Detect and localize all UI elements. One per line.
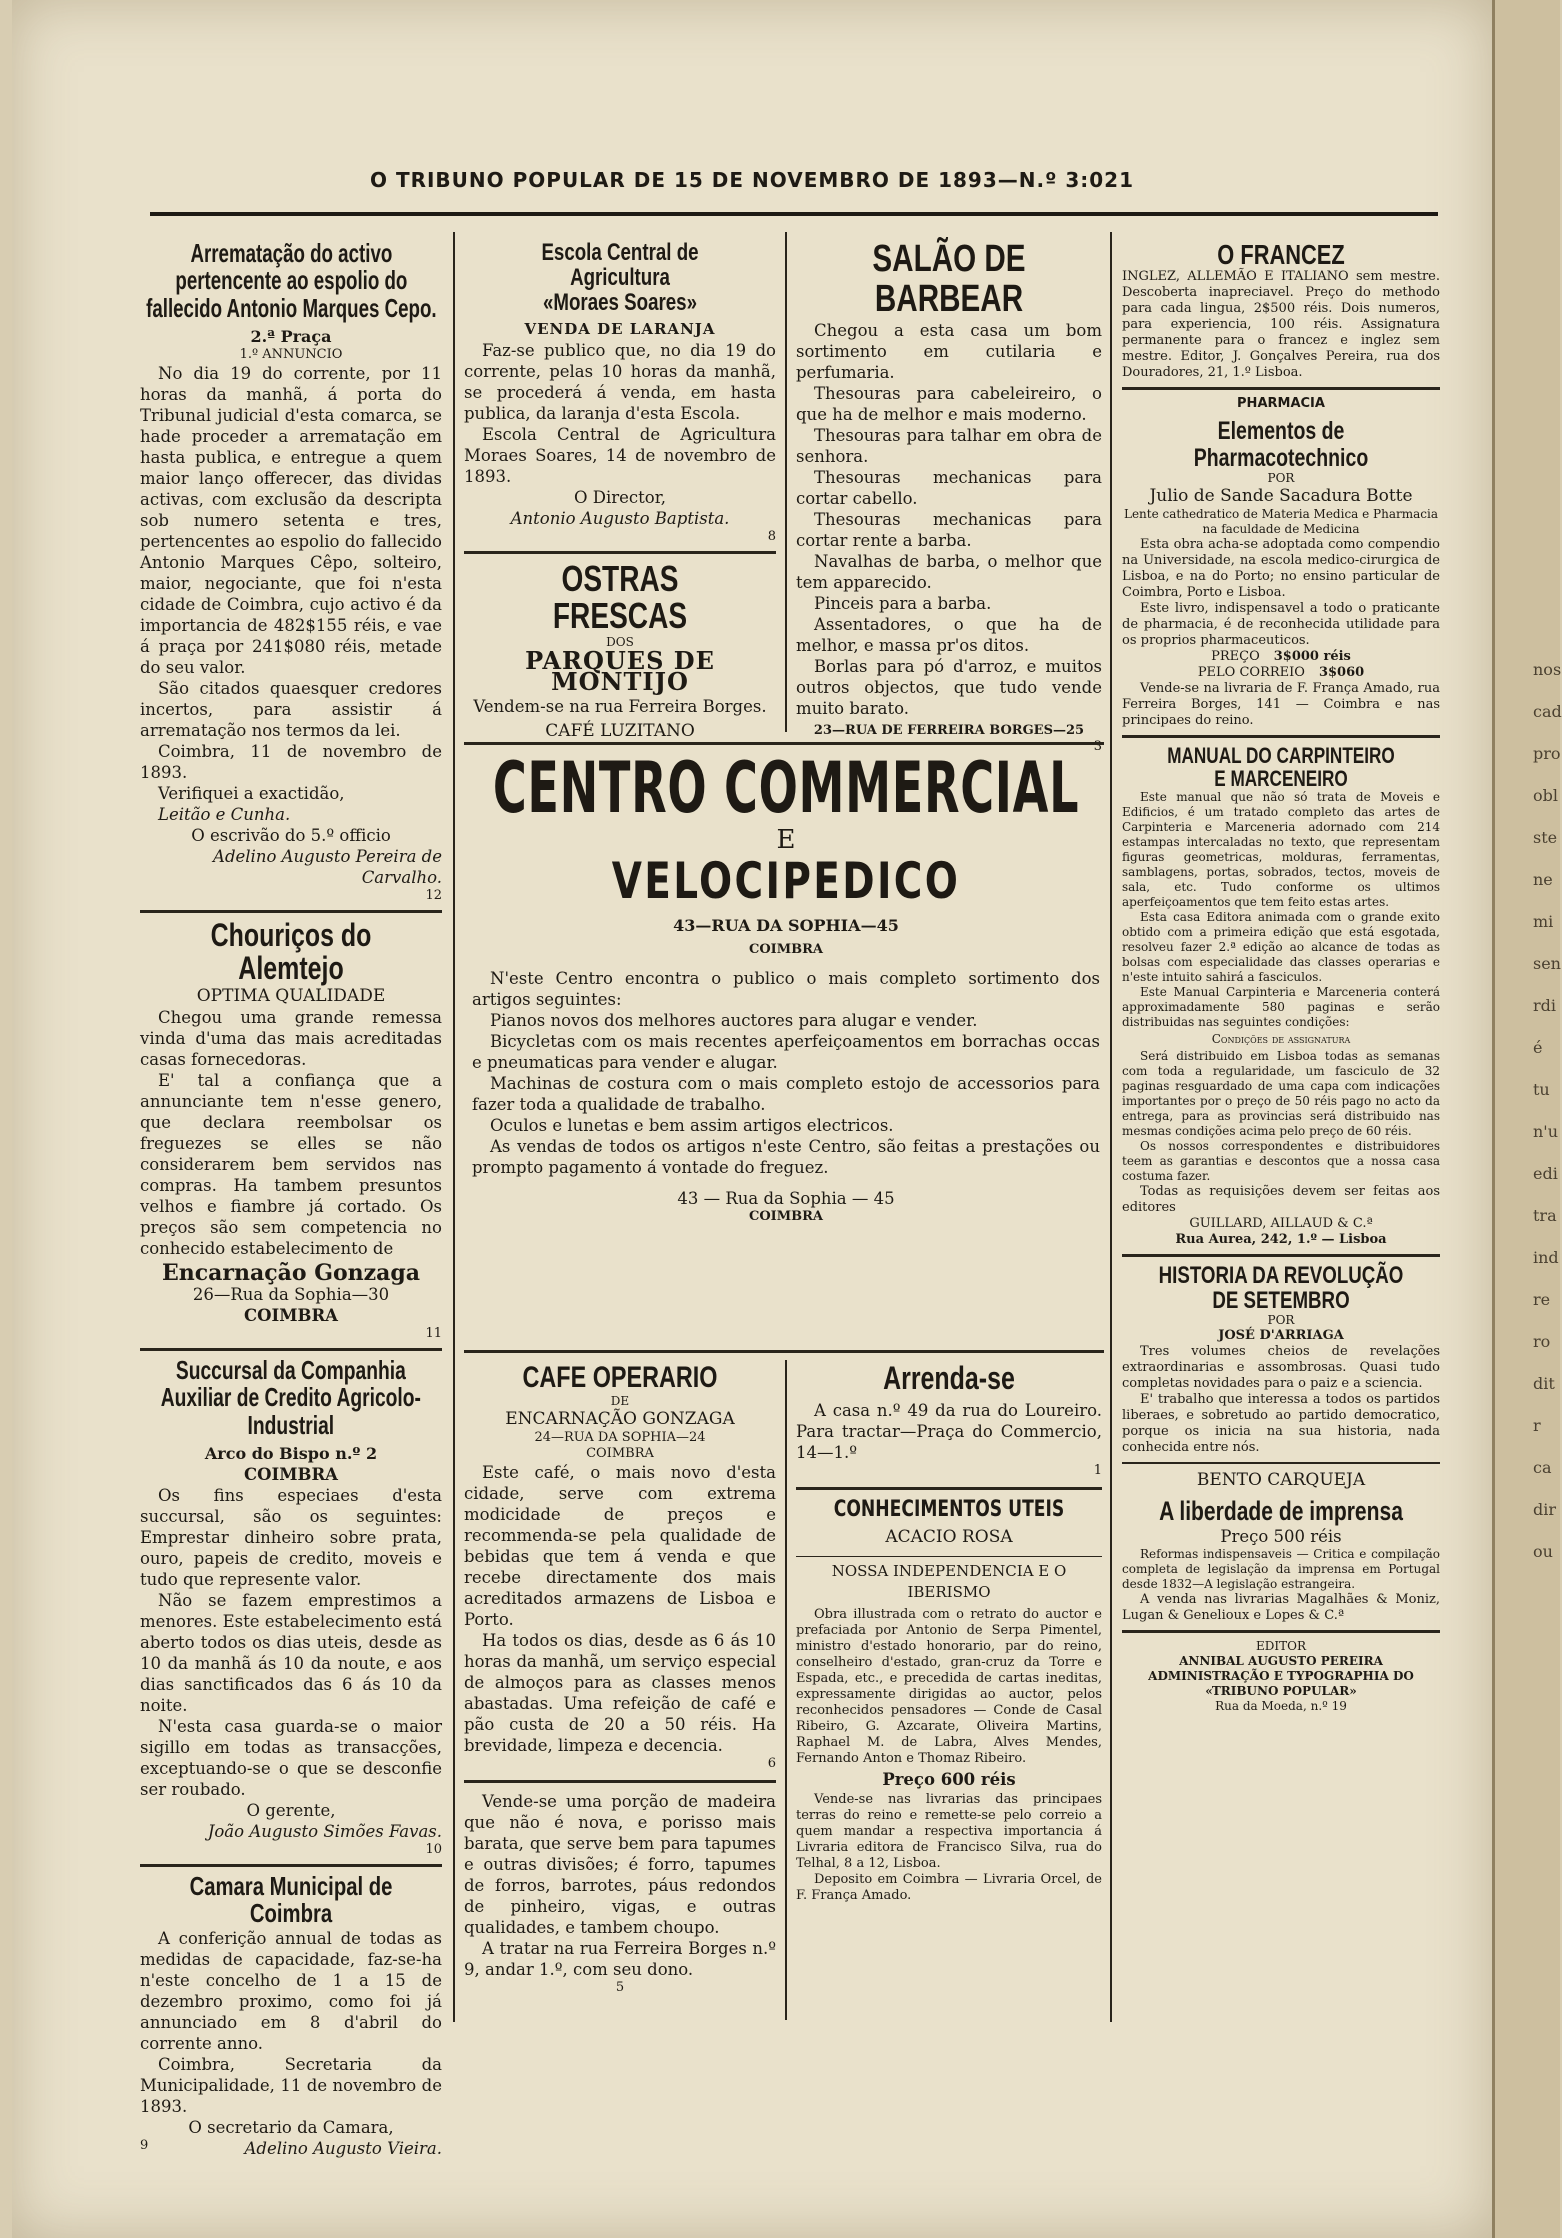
footer-editor: ANNIBAL AUGUSTO PEREIRA bbox=[1179, 1653, 1383, 1668]
liberdade-author: BENTO CARQUEJA bbox=[1196, 1470, 1366, 1491]
ostras-cafe: CAFÉ LUZITANO bbox=[545, 721, 695, 742]
camara-ad bbox=[140, 1870, 442, 2159]
edge-fragment: tu bbox=[1533, 1080, 1550, 1099]
cafe-ad bbox=[464, 1362, 776, 1996]
rule bbox=[1122, 735, 1440, 738]
centro-city2: COIMBRA bbox=[748, 1209, 824, 1224]
edge-fragment: ind bbox=[1533, 1248, 1559, 1267]
centro-e: E bbox=[776, 824, 796, 855]
conhecimentos-price: Preço 600 réis bbox=[882, 1769, 1016, 1789]
pharmacia-author-desc: Lente cathedratico de Materia Medica e Pharmacia na faculdade de Medicina bbox=[1123, 506, 1438, 536]
centro-lines bbox=[472, 1010, 1100, 1178]
salao-num: 3 bbox=[1093, 738, 1102, 754]
madeira-body2: A tratar na rua Ferreira Borges n.º 9, andar 1.º, com seu dono. bbox=[464, 1938, 776, 1979]
edge-fragment: sen bbox=[1533, 954, 1561, 973]
centro-top-rule bbox=[464, 742, 1104, 745]
edge-fragment: pro bbox=[1533, 744, 1561, 763]
pharmacia-price1: 3$000 réis bbox=[1273, 648, 1351, 664]
historia-author: JOSÉ D'ARRIAGA bbox=[1218, 1328, 1344, 1344]
edge-fragment: tra bbox=[1533, 1206, 1557, 1225]
arrematacao-escrivao: O escrivão do 5.º officio bbox=[191, 825, 391, 845]
liberdade-title: A liberdade de imprensa bbox=[1159, 1496, 1403, 1527]
manual-body5: Os nossos correspondentes e distribuidores teem as garantias e descontos que a nossa casa costuma fazer. bbox=[1122, 1139, 1440, 1184]
pharmacia-price1-label: PREÇO bbox=[1211, 648, 1260, 664]
salao-title: SALÃO DE BARBEAR bbox=[872, 238, 1026, 320]
column-rule-3 bbox=[1110, 232, 1112, 2022]
column-3-bottom bbox=[796, 1362, 1102, 1904]
conhecimentos-body2: Vende-se nas livrarias das principaes terras do reino e remette-se pelo correio a quem mandar a respectiva importancia á Livraria editora de Francisco Silva, rua do Telhal, 8 a 12, Lisboa. bbox=[796, 1791, 1102, 1871]
column-2-top bbox=[464, 240, 776, 742]
succursal-num: 10 bbox=[425, 1841, 442, 1857]
edge-fragment: ne bbox=[1533, 870, 1553, 889]
escola-title2: «Moraes Soares» bbox=[542, 289, 698, 317]
madeira-num: 5 bbox=[615, 1979, 625, 1995]
cafe-de: DE bbox=[610, 1393, 630, 1408]
arrematacao-body: No dia 19 do corrente, por 11 horas da manhã, á porta do Tribunal judicial d'esta comarca, se hade proceder a arrematação em hasta publica, e entregue a quem maior lanço offerecer, das dividas activas, com exclusão da descripta sob numero setenta e tres, pertencentes ao espolio do fallecido Antonio Marques Cêpo, solteiro, maior, negociante, que foi n'esta cidade de Coimbra, cujo activo é da importancia de 482$155 réis, e vae á praça por 241$080 réis, metade do seu valor. bbox=[140, 363, 442, 677]
chouricos-shop: Encarnação Gonzaga bbox=[161, 1260, 421, 1287]
salao-line: Pinceis para a barba. bbox=[814, 593, 992, 613]
succursal-body3: N'esta casa guarda-se o maior sigillo em todas as transacções, exceptuando-se o que se desconfie ser roubado. bbox=[140, 1716, 442, 1799]
centro-title2: VELOCIPEDICO bbox=[611, 851, 961, 910]
succursal-sign: João Augusto Simões Favas. bbox=[207, 1821, 442, 1841]
liberdade-price: Preço 500 réis bbox=[1220, 1526, 1342, 1546]
centro-title: CENTRO COMMERCIAL bbox=[492, 747, 1080, 829]
chouricos-body: Chegou uma grande remessa vinda d'uma das mais acreditadas casas fornecedoras. bbox=[140, 1008, 442, 1070]
pharmacia-ad bbox=[1122, 396, 1440, 729]
edge-fragment: re bbox=[1533, 1290, 1551, 1309]
top-rule bbox=[150, 212, 1438, 216]
rule bbox=[464, 551, 776, 554]
conhecimentos-body3: Deposito em Coimbra — Livraria Orcel, de F. França Amado. bbox=[796, 1871, 1102, 1903]
edge-fragment: rdi bbox=[1533, 996, 1557, 1015]
succursal-body: Os fins especiaes d'esta succursal, são os seguintes: Emprestar dinheiro sobre prata, ouro, papeis de credito, moveis e tudo que represente valor. bbox=[140, 1485, 442, 1589]
conhecimentos-ad bbox=[796, 1498, 1102, 1904]
chouricos-num: 11 bbox=[425, 1326, 442, 1342]
arrematacao-title: Arrematação do activo pertencente ao espolio do fallecido Antonio Marques Cepo. bbox=[145, 238, 437, 323]
pharmacia-price-row bbox=[1122, 649, 1440, 665]
arrematacao-num: 12 bbox=[425, 887, 442, 903]
salao-line: Navalhas de barba, o melhor que tem apparecido. bbox=[796, 551, 1102, 592]
francez-title: O FRANCEZ bbox=[1217, 239, 1345, 270]
ostras-title: OSTRAS FRESCAS bbox=[552, 557, 688, 637]
arrematacao-sign: Adelino Augusto Pereira de Carvalho. bbox=[213, 846, 442, 887]
newspaper-page bbox=[12, 0, 1492, 2238]
cafe-body2: Ha todos os dias, desde as 6 ás 10 horas da manhã, um serviço especial de almoços para as classes menos abastadas. Uma refeição de café e pão custa de 20 a 50 réis. Ha brevidade, limpeza e decencia. bbox=[464, 1630, 776, 1755]
escola-num: 8 bbox=[767, 528, 776, 544]
succursal-addr: Arco do Bispo n.º 2 bbox=[204, 1443, 378, 1463]
manual-body2: Esta casa Editora animada com o grande exito obtido com a primeira edição que está esgotada, resolveu fazer 2.ª edição ao alcance de todas as bolsas com especialidade das classes operarias e n'este intuito sahirá a fasciculos. bbox=[1122, 910, 1440, 985]
rule bbox=[464, 1780, 776, 1783]
francez-ad bbox=[1122, 240, 1440, 381]
camara-title: Camara Municipal de Coimbra bbox=[189, 1870, 393, 1929]
manual-body3: Este Manual Carpinteria e Marceneria conterá approximadamente 580 paginas e serão distribuidas nas seguintes condições: bbox=[1122, 985, 1440, 1030]
cafe-city: COIMBRA bbox=[586, 1445, 654, 1461]
escola-sign: Antonio Augusto Baptista. bbox=[510, 508, 730, 528]
manual-body4: Será distribuido em Lisboa todas as semanas com toda a regularidade, um fasciculo de 32 paginas resguardado de uma capa com indicações importantes por o preço de 50 réis pago no acto da entrega, para as provincias será distribuido nas mesmas condições acima pelo preço de 60 réis. bbox=[1122, 1049, 1440, 1139]
edge-fragment: dit bbox=[1533, 1374, 1555, 1393]
rule bbox=[140, 1864, 442, 1867]
pharmacia-price2-label: PELO CORREIO bbox=[1197, 664, 1305, 680]
pharmacia-title: Elementos de Pharmacotechnico bbox=[1193, 417, 1369, 472]
pharmacia-price2: 3$060 bbox=[1318, 664, 1365, 680]
centro-line: Pianos novos dos melhores auctores para alugar e vender. bbox=[490, 1011, 978, 1030]
madeira-body: Vende-se uma porção de madeira que não é nova, e porisso mais barata, que serve bem para tapumes e outras divisões; é forro, tapumes de forros, barrotes, páus redondos de pinheiro, vigas, e outras qualidades, e tambem choupo. bbox=[464, 1791, 776, 1937]
column-rule-1 bbox=[453, 232, 455, 2022]
chouricos-street: 26—Rua da Sophia—30 bbox=[192, 1285, 390, 1305]
conhecimentos-author: ACACIO ROSA bbox=[885, 1526, 1013, 1547]
manual-ad bbox=[1122, 744, 1440, 1248]
column-1 bbox=[140, 240, 442, 2159]
column-rule-2-bottom bbox=[785, 1360, 787, 2020]
manual-addr: Rua Aurea, 242, 1.º — Lisboa bbox=[1175, 1232, 1387, 1248]
arrematacao-date: Coimbra, 11 de novembro de 1893. bbox=[140, 741, 442, 782]
column-rule-2-top bbox=[785, 232, 787, 732]
edge-fragment: obl bbox=[1533, 786, 1558, 805]
edge-fragment: edi bbox=[1533, 1164, 1558, 1183]
cafe-owner: ENCARNAÇÃO GONZAGA bbox=[505, 1408, 735, 1429]
rule bbox=[1122, 387, 1440, 390]
column-3-top bbox=[796, 240, 1102, 755]
historia-title2: DE SETEMBRO bbox=[1212, 1287, 1350, 1315]
manual-body6: Todas as requisições devem ser feitas aos editores bbox=[1122, 1184, 1440, 1216]
pharmacia-price-row-2 bbox=[1122, 665, 1440, 681]
salao-line: Borlas para pó d'arroz, e muitos outros objectos, que tudo vende muito barato. bbox=[796, 656, 1102, 718]
centro-ad bbox=[472, 747, 1100, 1225]
liberdade-ad bbox=[1122, 1470, 1440, 1623]
pharmacia-body2: Este livro, indispensavel a todo o praticante de pharmacia, é de reconhecida utilidade para os proprios pharmaceuticos. bbox=[1122, 600, 1440, 648]
centro-addr2: 43 — Rua da Sophia — 45 bbox=[677, 1189, 895, 1208]
footer bbox=[1122, 1639, 1440, 1714]
salao-lines bbox=[796, 320, 1102, 719]
succursal-title: Succursal da Companhia Auxiliar de Credito Agricolo-Industrial bbox=[160, 1355, 422, 1440]
manual-title1: MANUAL DO CARPINTEIRO bbox=[1167, 742, 1395, 768]
running-head: O TRIBUNO POPULAR DE 15 DE NOVEMBRO DE 1893—N.º 3:021 bbox=[369, 168, 1134, 192]
arrematacao-annuncio: 1.º ANNUNCIO bbox=[239, 346, 343, 362]
ostras-dos: DOS bbox=[606, 635, 634, 650]
escola-ad bbox=[464, 240, 776, 545]
edge-fragment: r bbox=[1533, 1416, 1541, 1435]
escola-director: O Director, bbox=[573, 487, 667, 507]
chouricos-sub: OPTIMA QUALIDADE bbox=[196, 986, 386, 1007]
conhecimentos-title: CONHECIMENTOS UTEIS bbox=[833, 1496, 1065, 1522]
salao-line: Thesouras mechanicas para cortar rente a barba. bbox=[796, 509, 1102, 550]
centro-bottom-rule bbox=[464, 1350, 1104, 1353]
cafe-title: CAFE OPERARIO bbox=[522, 1361, 718, 1394]
manual-body: Este manual que não só trata de Moveis e Edificios, é um tratado completo das artes de Carpinteria e Marceneria adornado com 214 estampas intercaladas no texto, que representam figuras geometricas, molduras, ferramentas, samblagens, portas, sobrados, tectos, moveis de sala, etc. Tudo conforme os ultimos aperfeiçoamentos que tem feito estas artes. bbox=[1122, 790, 1440, 910]
centro-line: Oculos e lunetas e bem assim artigos electricos. bbox=[490, 1116, 894, 1135]
manual-cond: Condições de assignatura bbox=[1211, 1032, 1351, 1047]
escola-body: Faz-se publico que, no dia 19 do corrente, pelas 10 horas da manhã, se procederá á venda, em hasta publica, da laranja d'esta Escola. bbox=[464, 340, 776, 423]
footer-addr: Rua da Moeda, n.º 19 bbox=[1215, 1698, 1347, 1713]
edge-fragment: ou bbox=[1533, 1542, 1553, 1561]
ostras-body: Vendem-se na rua Ferreira Borges. bbox=[473, 697, 767, 717]
centro-city: COIMBRA bbox=[748, 942, 824, 957]
pharmacia-por: POR bbox=[1267, 470, 1295, 485]
manual-editors: GUILLARD, AILLAUD & C.ª bbox=[1189, 1216, 1373, 1232]
historia-title1: HISTORIA DA REVOLUÇÃO bbox=[1158, 1262, 1404, 1290]
conhecimentos-subtitle: NOSSA INDEPENDENCIA E O IBERISMO bbox=[796, 1556, 1102, 1603]
camara-sign: Adelino Augusto Vieira. bbox=[244, 2138, 442, 2158]
rule bbox=[796, 1487, 1102, 1490]
escola-sub: VENDA DE LARANJA bbox=[524, 319, 716, 338]
historia-por: POR bbox=[1267, 1313, 1295, 1328]
ostras-ad bbox=[464, 557, 776, 743]
footer-editor-label: EDITOR bbox=[1256, 1638, 1306, 1653]
pharmacia-body: Esta obra acha-se adoptada como compendio na Universidade, na escola medico-cirurgica de Lisboa, e na do Porto; no ensino particular de Coimbra, Porto e Lisboa. bbox=[1122, 536, 1440, 600]
rule bbox=[1122, 1462, 1440, 1464]
historia-ad bbox=[1122, 1263, 1440, 1456]
centro-addr: 43—RUA DA SOPHIA—45 bbox=[673, 916, 899, 935]
edge-fragment: nos bbox=[1533, 660, 1562, 679]
chouricos-ad bbox=[140, 916, 442, 1342]
salao-line: Thesouras para talhar em obra de senhora. bbox=[796, 425, 1102, 466]
salao-line: Thesouras para cabeleireiro, o que ha de melhor e mais moderno. bbox=[796, 383, 1102, 424]
arrematacao-body2: São citados quaesquer credores incertos, para assistir á arrematação nos termos da lei. bbox=[140, 678, 442, 740]
chouricos-title: Chouriços do Alemtejo bbox=[210, 916, 372, 987]
arrematacao-verif: Verifiquei a exactidão, bbox=[158, 783, 345, 803]
pharmacia-author: Julio de Sande Sacadura Botte bbox=[1149, 485, 1413, 506]
camara-body: A conferição annual de todas as medidas de capacidade, faz-se-ha n'este concelho de 1 a 15 de dezembro proximo, como foi já annunciado em 8 d'abril do corrente anno. bbox=[140, 1928, 442, 2053]
cafe-num: 6 bbox=[767, 1755, 776, 1771]
arrenda-num: 1 bbox=[1093, 1462, 1102, 1478]
francez-body: INGLEZ, ALLEMÃO E ITALIANO sem mestre. Descoberta inapreciavel. Preço do methodo para cada lingua, 2$500 réis. Dois numeros, para experiencia, 100 réis. Assignatura permanente para o francez e inglez sem mestre. Editor, J. Gonçalves Pereira, rua dos Douradores, 21, 1.º Lisboa. bbox=[1122, 269, 1440, 381]
rule bbox=[1122, 1254, 1440, 1257]
salao-addr: 23—RUA DE FERREIRA BORGES—25 bbox=[813, 722, 1085, 738]
column-4 bbox=[1122, 240, 1440, 1714]
arrematacao-praca: 2.ª Praça bbox=[250, 326, 332, 346]
edge-fragment: ste bbox=[1533, 828, 1558, 847]
edge-fragment: mi bbox=[1533, 912, 1554, 931]
succursal-ad bbox=[140, 1357, 442, 1858]
camara-body2: Coimbra, Secretaria da Municipalidade, 11 de novembro de 1893. bbox=[140, 2054, 442, 2116]
arrenda-title: Arrenda-se bbox=[883, 1360, 1015, 1396]
edge-fragment: dir bbox=[1533, 1500, 1557, 1519]
centro-line: Bicycletas com os mais recentes aperfeiçoamentos em borrachas occas e pneumaticas para vender e alugar. bbox=[472, 1032, 1100, 1072]
chouricos-city: COIMBRA bbox=[244, 1306, 338, 1326]
cafe-addr: 24—RUA DA SOPHIA—24 bbox=[534, 1429, 706, 1445]
chouricos-body2: E' tal a confiança que a annunciante tem n'esse genero, que declara reembolsar os freguezes se elles se não considerarem bem servidos nas compras. Ha tambem presuntos velhos e fiambre já cortado. Os preços são sem competencia no conhecido estabelecimento de bbox=[140, 1071, 442, 1259]
escola-title1: Escola Central de Agricultura bbox=[541, 239, 699, 292]
footer-admin: ADMINISTRAÇÃO E TYPOGRAPHIA DO «TRIBUNO POPULAR» bbox=[1148, 1668, 1414, 1698]
salao-line: Chegou a esta casa um bom sortimento em cutilaria e perfumaria. bbox=[796, 320, 1102, 382]
historia-body: Tres volumes cheios de revelações extraordinarias e assombrosas. Quasi tudo completas novidades para o paiz e a sciencia. bbox=[1122, 1344, 1440, 1392]
historia-body2: E' trabalho que interessa a todos os partidos liberaes, e sobretudo ao partido democratico, porque os inicia na sua historia, nada conhecida entre nós. bbox=[1122, 1392, 1440, 1456]
arrematacao-judges: Leitão e Cunha. bbox=[158, 804, 291, 824]
rule bbox=[140, 1348, 442, 1351]
liberdade-body2: A venda nas livrarias Magalhães & Moniz, Lugan & Genelioux e Lopes & C.ª bbox=[1122, 1591, 1440, 1623]
manual-title2: E MARCENEIRO bbox=[1214, 765, 1348, 791]
edge-fragment: cad bbox=[1533, 702, 1562, 721]
camara-secr: O secretario da Camara, bbox=[188, 2117, 394, 2137]
salao-line: Thesouras mechanicas para cortar cabello. bbox=[796, 467, 1102, 508]
edge-fragment: ca bbox=[1533, 1458, 1552, 1477]
centro-line: As vendas de todos os artigos n'este Centro, são feitas a prestações ou prompto pagamento á vontade do freguez. bbox=[472, 1137, 1100, 1177]
cafe-body: Este café, o mais novo d'esta cidade, serve com extrema modicidade de preços e recommenda-se pela qualidade de bebidas que tem á venda e que recebe directamente dos mais acreditados armazens de Lisboa e Porto. bbox=[464, 1462, 776, 1629]
liberdade-body: Reformas indispensaveis — Critica e compilação completa de legislação da imprensa em Portugal desde 1832—A legislação estrangeira. bbox=[1122, 1546, 1440, 1591]
arrenda-ad bbox=[796, 1362, 1102, 1479]
rule bbox=[1122, 1630, 1440, 1633]
edge-fragment: é bbox=[1533, 1038, 1543, 1057]
pharmacia-label: PHARMACIA bbox=[1237, 396, 1325, 412]
edge-fragment: n'u bbox=[1533, 1122, 1559, 1141]
arrematacao-ad bbox=[140, 240, 442, 904]
rule bbox=[140, 910, 442, 913]
pharmacia-body3: Vende-se na livraria de F. França Amado, rua Ferreira Borges, 141 — Coimbra e nas principaes do reino. bbox=[1122, 680, 1440, 728]
conhecimentos-body: Obra illustrada com o retrato do auctor e prefaciada por Antonio de Serpa Pimentel, ministro d'estado honorario, par do reino, conselheiro d'estado, gran-cruz da Torre e Espada, etc., e precedida de cartas ineditas, expressamente dirigidas ao auctor, pelos reconhecidos pensadores — Conde de Casal Ribeiro, G. Azcarate, Oliveira Martins, Raphael M. de Labra, Alves Mendes, Fernando Anton e Thomaz Ribeiro. bbox=[796, 1606, 1102, 1766]
adjacent-page-edge bbox=[1492, 0, 1560, 2238]
camara-num: 9 bbox=[140, 2137, 149, 2153]
ostras-parques: PARQUES DE MONTIJO bbox=[525, 646, 715, 697]
salao-line: Assentadores, o que ha de melhor, e massa pr'os ditos. bbox=[796, 614, 1102, 655]
escola-body2: Escola Central de Agricultura Moraes Soares, 14 de novembro de 1893. bbox=[464, 424, 776, 486]
succursal-body2: Não se fazem emprestimos a menores. Este estabelecimento está aberto todos os dias uteis, desde as 10 da manhã ás 10 da noute, e aos dias sanctificados das 6 ás 10 da noite. bbox=[140, 1590, 442, 1715]
arrenda-body: A casa n.º 49 da rua do Loureiro. Para tractar—Praça do Commercio, 14—1.º bbox=[796, 1400, 1102, 1462]
centro-line: Machinas de costura com o mais completo estojo de accessorios para fazer toda a qualidade de trabalho. bbox=[472, 1074, 1100, 1114]
succursal-gerente: O gerente, bbox=[246, 1800, 336, 1820]
succursal-city: COIMBRA bbox=[244, 1464, 338, 1484]
edge-fragment: ro bbox=[1533, 1332, 1551, 1351]
centro-intro: N'este Centro encontra o publico o mais completo sortimento dos artigos seguintes: bbox=[472, 969, 1100, 1009]
